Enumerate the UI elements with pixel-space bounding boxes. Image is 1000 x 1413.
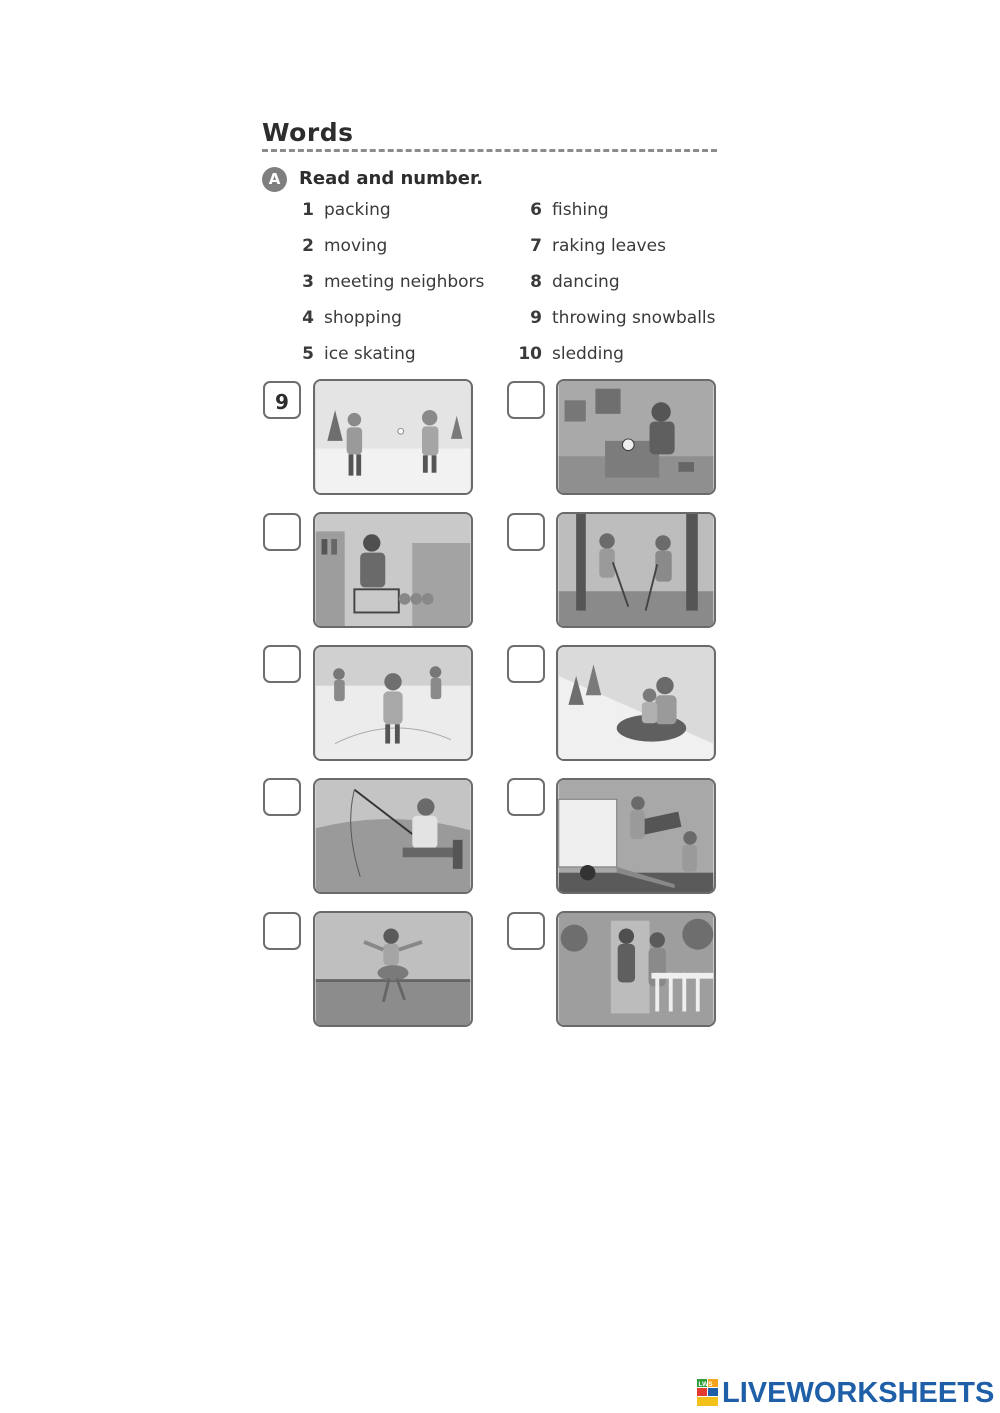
word-text: shopping — [324, 308, 402, 328]
picture-packing — [556, 379, 716, 495]
picture-sledding — [556, 645, 716, 761]
answer-box[interactable] — [263, 912, 301, 950]
word-item — [518, 200, 609, 220]
picture-fishing — [313, 778, 473, 894]
word-item — [300, 200, 391, 220]
word-text: dancing — [552, 272, 620, 292]
word-number: 10 — [518, 344, 542, 364]
dancing-scene-illustration — [315, 913, 471, 1025]
word-item — [518, 236, 666, 256]
logo-mark-icon — [697, 1379, 719, 1407]
word-text: raking leaves — [552, 236, 666, 256]
answer-box[interactable] — [263, 645, 301, 683]
section-title: Words — [262, 118, 354, 147]
word-number: 2 — [302, 236, 314, 256]
picture-dancing — [313, 911, 473, 1027]
answer-box[interactable] — [507, 381, 545, 419]
exercise-instruction: Read and number. — [299, 168, 484, 189]
word-text: ice skating — [324, 344, 416, 364]
answer-box[interactable] — [263, 778, 301, 816]
picture-ice-skating — [313, 645, 473, 761]
word-item — [300, 272, 484, 292]
answer-box[interactable] — [507, 912, 545, 950]
word-item — [518, 272, 620, 292]
word-number: 4 — [302, 308, 314, 328]
answer-box[interactable] — [507, 513, 545, 551]
word-number: 3 — [302, 272, 314, 292]
word-item — [300, 308, 402, 328]
word-text: meeting neighbors — [324, 272, 485, 292]
picture-throwing-snowballs — [313, 379, 473, 495]
picture-moving — [556, 778, 716, 894]
word-text: fishing — [552, 200, 609, 220]
word-item — [518, 344, 624, 364]
answer-box[interactable]: 9 — [263, 381, 301, 419]
shopping-scene-illustration — [315, 514, 471, 626]
word-item — [300, 236, 387, 256]
word-number: 6 — [530, 200, 542, 220]
answer-box[interactable] — [263, 513, 301, 551]
packing-scene-illustration — [558, 381, 714, 493]
word-text: packing — [324, 200, 391, 220]
answer-box[interactable] — [507, 778, 545, 816]
snowball-scene-illustration — [315, 381, 471, 493]
word-number: 9 — [530, 308, 542, 328]
picture-shopping — [313, 512, 473, 628]
ice-skating-scene-illustration — [315, 647, 471, 759]
logo-mark-letters: LWS — [698, 1380, 713, 1388]
picture-meeting-neighbors — [556, 911, 716, 1027]
answer-box[interactable] — [507, 645, 545, 683]
fishing-scene-illustration — [315, 780, 471, 892]
moving-scene-illustration — [558, 780, 714, 892]
dashed-divider — [262, 149, 717, 152]
word-number: 7 — [530, 236, 542, 256]
liveworksheets-logo — [697, 1377, 994, 1409]
word-number: 8 — [530, 272, 542, 292]
meeting-neighbors-scene-illustration — [558, 913, 714, 1025]
word-text: throwing snowballs — [552, 308, 716, 328]
sledding-scene-illustration — [558, 647, 714, 759]
logo-text: LIVEWORKSHEETS — [722, 1376, 995, 1409]
word-text: moving — [324, 236, 388, 256]
word-item — [300, 344, 416, 364]
word-number: 5 — [302, 344, 314, 364]
word-item — [518, 308, 716, 328]
raking-leaves-scene-illustration — [558, 514, 714, 626]
picture-raking-leaves — [556, 512, 716, 628]
word-number: 1 — [302, 200, 314, 220]
word-text: sledding — [552, 344, 624, 364]
exercise-letter-badge: A — [262, 167, 287, 192]
